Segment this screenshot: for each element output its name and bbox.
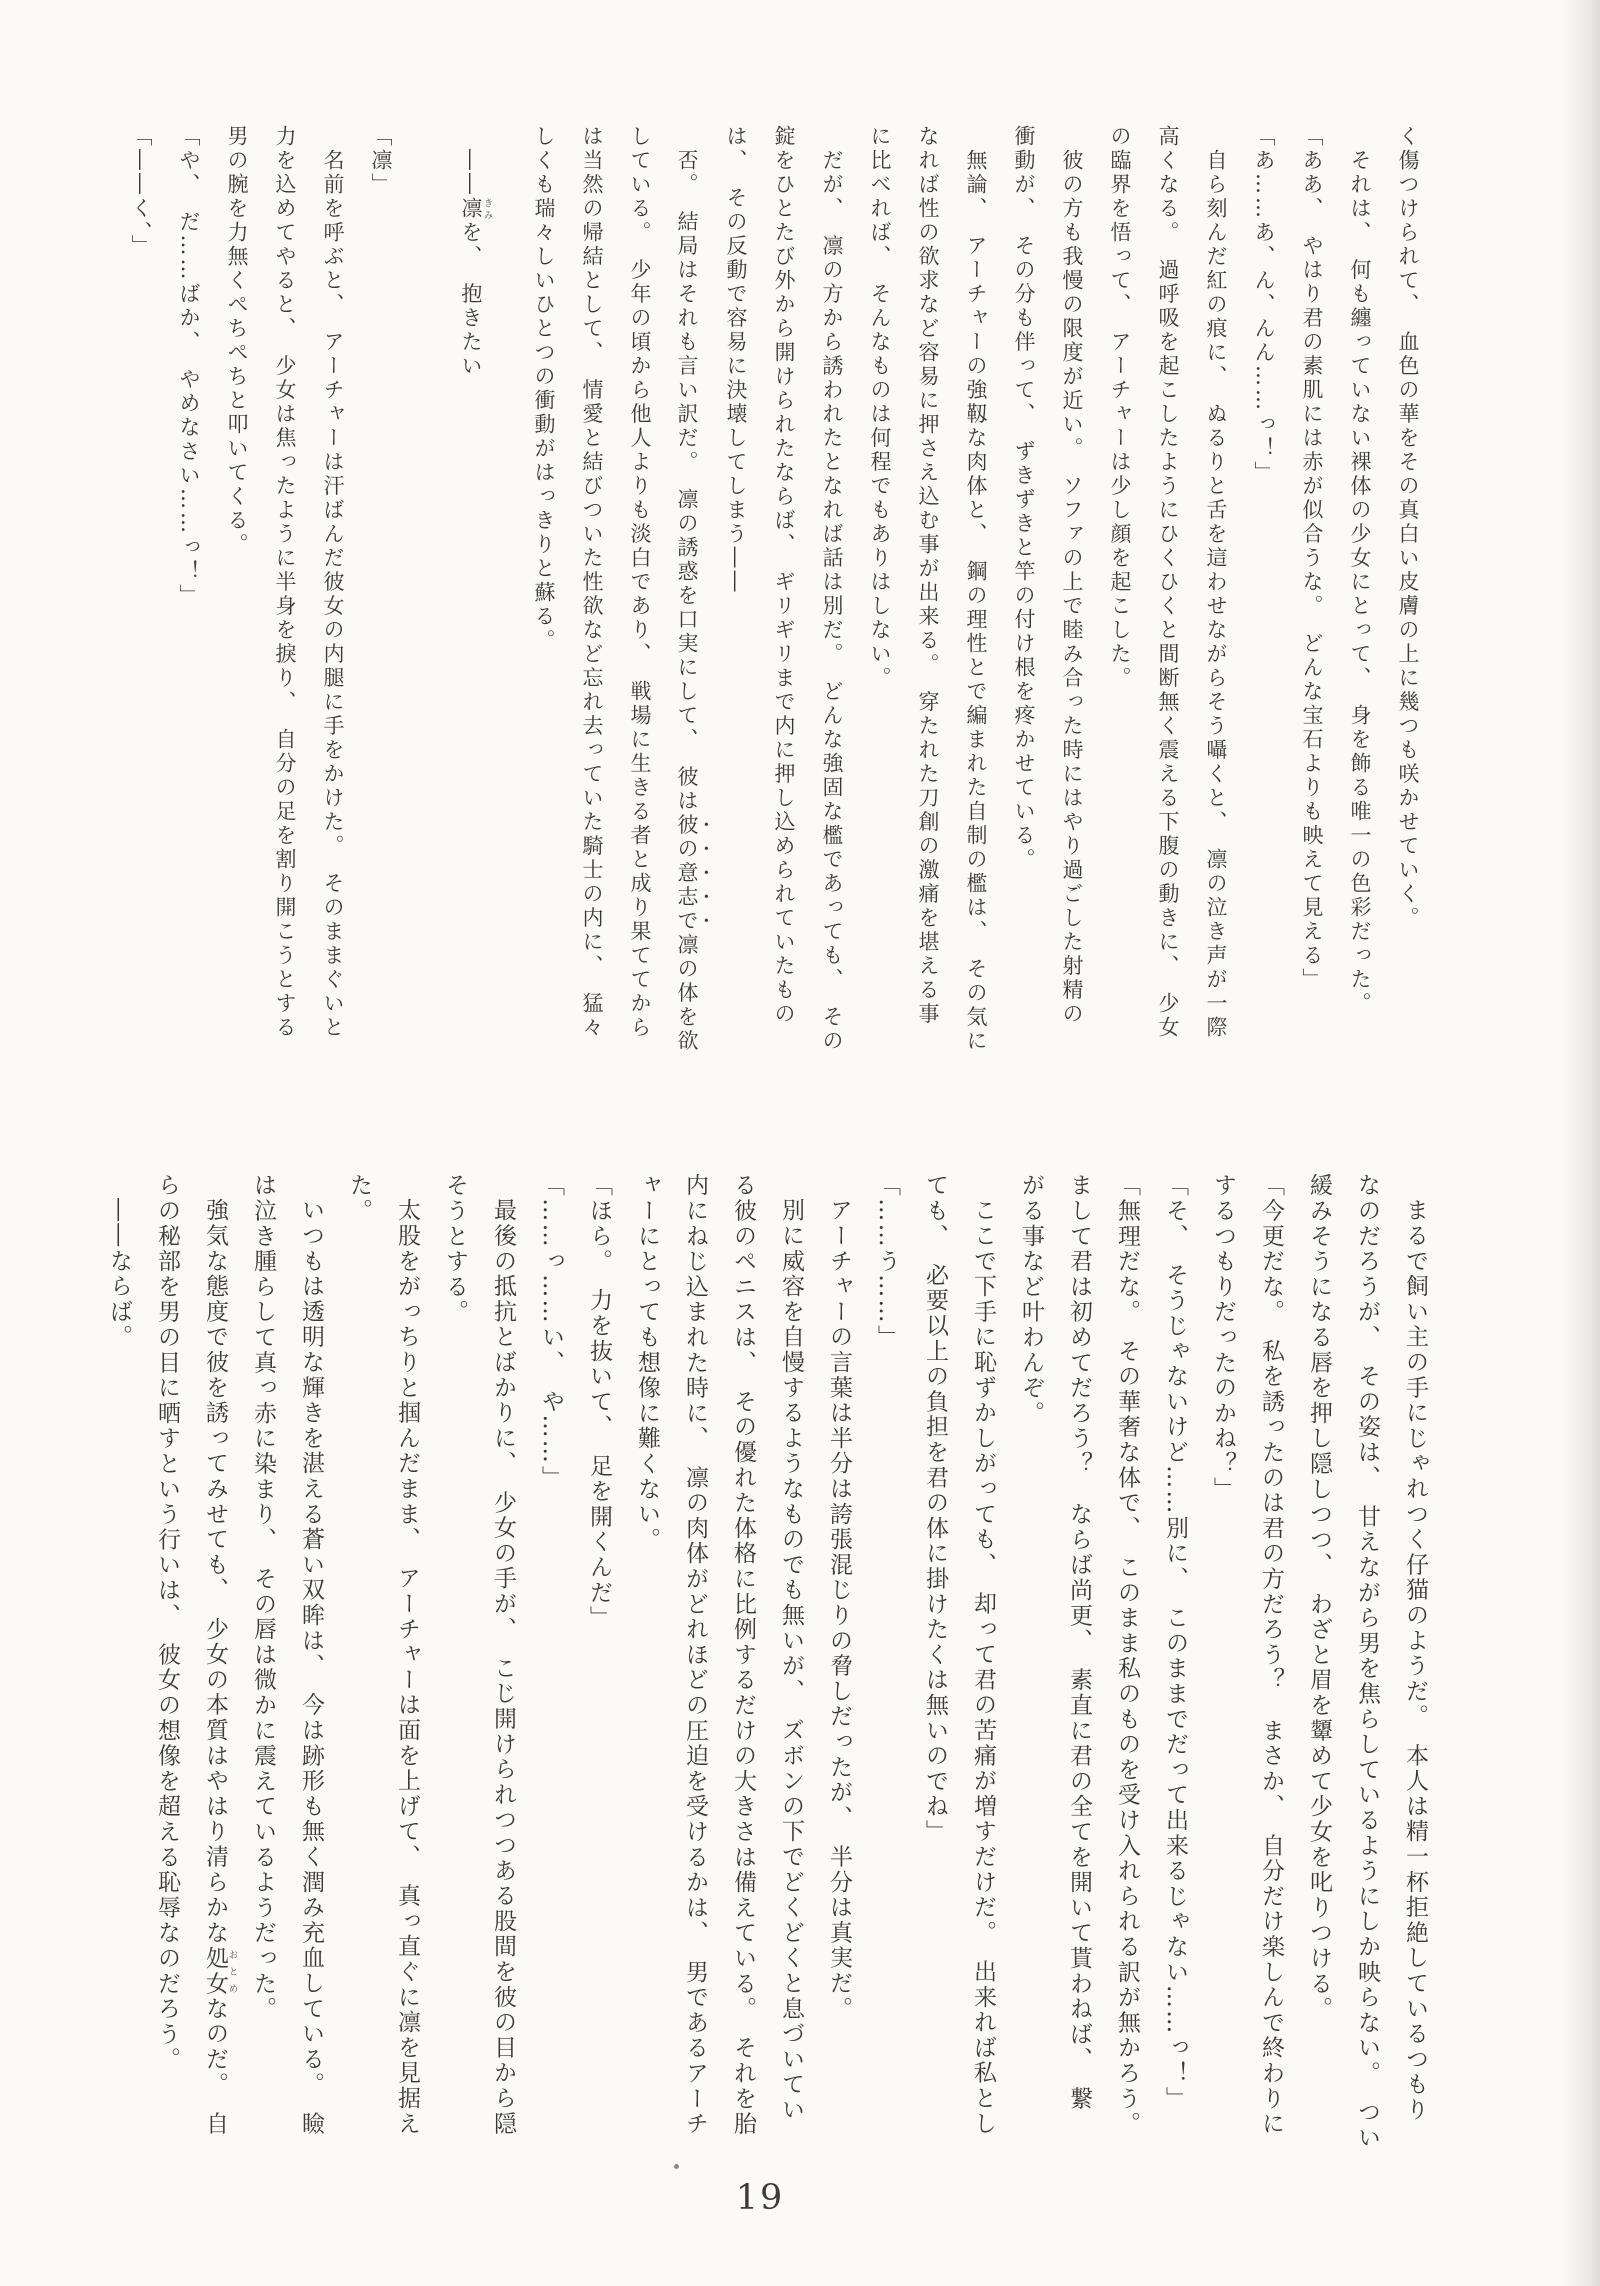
text-column: 「ああ、 やはり君の素肌には赤が似合うな。 どんな宝石よりも映えて見える」: [1300, 125, 1324, 992]
text-column: 自ら刻んだ紅の痕に、 ぬるりと舌を這わせながらそう囁くと、 凛の泣き声が一際: [1204, 149, 1228, 1040]
text-column: は、 その反動で容易に決壊してしまう――: [724, 125, 748, 595]
text-block-bottom: [95, 1173, 1439, 2151]
text-column: の臨界を悟って、 アーチャーは少し顔を起こした。: [1108, 125, 1132, 691]
text-column: まして君は初めてだろう？ ならば尚更、 素直に君の全てを開いて貰わねば、 繋: [1066, 1173, 1092, 2112]
text-column: なれば性の欲求など容易に押さえ込む事が出来る。 穿たれた刀創の激痛を堪える事: [916, 125, 940, 1027]
text-column: 「や、 だ……ばか、 やめなさい……っ！」: [177, 125, 201, 608]
text-block-top: [117, 125, 1432, 1110]
text-column: がる事など叶わんぞ。: [1018, 1173, 1044, 1426]
text-column: だが、 凛の方から誘われたとなれば話は別だ。 どんな強固な檻であっても、 その: [820, 149, 844, 1054]
text-column: 太股をがっちりと掴んだまま、 アーチャーは面を上げて、 真っ直ぐに凛を見据え: [394, 1198, 420, 2137]
text-column: 「今更だな。 私を誘ったのは君の方だろう？ まさか、 自分だけ楽しんで終わりに: [1258, 1173, 1284, 2137]
text-column: なのだろうが、 その姿は、 甘えながら男を焦らしているようにしか映らない。 つい: [1354, 1173, 1380, 2151]
text-column: 「無理だな。 その華奢な体で、 このまま私のものを受け入れられる訳が無かろう。: [1114, 1173, 1140, 2137]
text-column: 「そ、 そうじゃないけど……別に、 このままでだって出来るじゃない……っ！」: [1162, 1173, 1188, 2112]
text-column: 緩みそうになる唇を押し隠しつつ、 わざと眉を顰めて少女を叱りつける。: [1306, 1173, 1332, 2022]
text-column: アーチャーの言葉は半分は誇張混じりの脅しだったが、 半分は真実だ。: [826, 1198, 852, 2022]
text-column: 無論、 アーチャーの強靱な肉体と、 鋼の理性とで編まれた自制の檻は、 その気に: [964, 149, 988, 1054]
text-column: 「……う……」: [874, 1173, 900, 1351]
text-column: 「ほら。 力を抜いて、 足を開くんだ」: [586, 1173, 612, 1631]
text-column: するつもりだったのかね？」: [1210, 1173, 1236, 1502]
text-column: まるで飼い主の手にじゃれつく仔猫のようだ。 本人は精一杯拒絶しているつもり: [1402, 1198, 1428, 2123]
text-column: 力を込めてやると、 少女は焦ったように半身を捩り、 自分の足を割り開こうとする: [273, 125, 297, 1040]
text-column: ても、 必要以上の負担を君の体に掛けたくは無いのでね」: [922, 1173, 948, 1845]
text-column: 彼の方も我慢の限度が近い。 ソファの上で睦み合った時にはやり過ごした射精の: [1060, 149, 1084, 1027]
text-column: 男の腕を力無くぺちぺちと叩いてくる。: [225, 125, 249, 557]
scan-edge-shadow: [1562, 0, 1600, 2286]
text-column: それは、 何も纏っていない裸体の少女にとって、 身を飾る唯一の色彩だった。: [1348, 149, 1372, 1016]
text-column: いつもは透明な輝きを湛える蒼い双眸は、 今は跡形も無く潤み充血している。 瞼: [298, 1198, 324, 2137]
text-column: 「……っ……い、 や……」: [538, 1173, 564, 1491]
text-column: は当然の帰結として、 情愛と結びついた性欲など忘れ去っていた騎士の内に、 猛々: [580, 125, 604, 1040]
text-column: らの秘部を男の目に晒すという行いは、 彼女の想像を超える恥辱なのだろう。: [154, 1173, 180, 2073]
text-column: 「凛」: [369, 125, 393, 197]
text-column: た。: [346, 1173, 372, 1224]
text-column: ――ならば。: [106, 1198, 132, 1351]
text-column: しくも瑞々しいひとつの衝動がはっきりと蘇る。: [532, 125, 556, 653]
page-number: 19: [735, 2178, 785, 2218]
text-column: 「あ……あ、ん、んん……っ！」: [1252, 125, 1276, 485]
text-column: ここで下手に恥ずかしがっても、 却って君の苦痛が増すだけだ。 出来れば私とし: [970, 1198, 996, 2137]
text-column: く傷つけられて、 血色の華をその真白い皮膚の上に幾つも咲かせていく。: [1396, 125, 1420, 931]
text-column: 衝動が、 その分も伴って、 ずきずきと竿の付け根を疼かせている。: [1012, 125, 1036, 872]
text-column: 名前を呼ぶと、 アーチャーは汗ばんだ彼女の内腿に手をかけた。 そのままぐいと: [321, 149, 345, 1040]
text-column: 強気な態度で彼を誘ってみせても、 少女の本質はやはり清らかな処女おとめなのだ。 自: [202, 1198, 238, 2137]
text-column: 錠をひとたび外から開けられたならば、 ギリギリまで内に押し込められていたもの: [772, 125, 796, 1027]
text-column: 高くなる。 過呼吸を起こしたようにひくひくと間断無く震える下腹の動きに、 少女: [1156, 125, 1180, 1040]
text-column: 最後の抵抗とばかりに、 少女の手が、 こじ開けられつつある股間を彼の目から隠: [490, 1198, 516, 2137]
scan-speck: [674, 2164, 679, 2169]
text-column: は泣き腫らして真っ赤に染まり、 その唇は微かに震えているようだった。: [250, 1173, 276, 2022]
text-column: 「――く、」: [129, 125, 153, 259]
text-column: 内にねじ込まれた時に、 凛の肉体がどれほどの圧迫を受けるかは、 男であるアーチ: [682, 1173, 708, 2137]
text-column: る彼のペニスは、 その優れた体格に比例するだけの大きさは備えている。 それを胎: [730, 1173, 756, 2137]
text-column: 否。 結局はそれも言い訳だ。 凛の誘惑を口実にして、 彼は彼の意志で凛の体を欲: [675, 149, 699, 1054]
text-column: ャーにとっても想像に難くない。: [634, 1173, 660, 1553]
text-column: ――凛きみを、 抱きたい: [459, 149, 493, 379]
text-column: に比べれば、 そんなものは何程でもありはしない。: [868, 125, 892, 691]
text-column: そうとする。: [442, 1173, 468, 1325]
text-column: 別に威容を自慢するようなものでも無いが、 ズボンの下でどくどくと息づいてい: [778, 1198, 804, 2123]
text-column: している。 少年の頃から他人よりも淡白であり、 戦場に生きる者と成り果ててから: [628, 125, 652, 1040]
